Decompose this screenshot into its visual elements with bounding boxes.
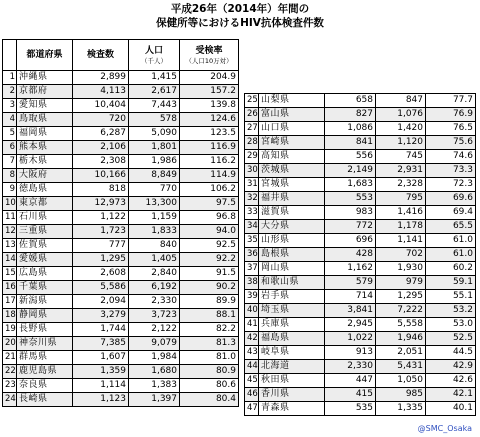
- rate-cell: 69.6: [426, 192, 476, 206]
- pref-cell: 東京都: [17, 197, 73, 211]
- tests-cell: 447: [325, 374, 376, 388]
- tests-cell: 1,114: [73, 379, 129, 393]
- table-row: [245, 150, 476, 164]
- table-row: [3, 267, 239, 281]
- rank-cell: 2: [3, 85, 17, 99]
- tests-cell: 2,608: [73, 267, 129, 281]
- tests-cell: 1,607: [73, 351, 129, 365]
- table-row: [245, 206, 476, 220]
- tests-cell: 579: [325, 276, 376, 290]
- pref-cell: 鹿児島県: [17, 365, 73, 379]
- rate-cell: 74.6: [426, 150, 476, 164]
- rate-cell: 157.2: [180, 85, 239, 99]
- rate-cell: 89.9: [180, 295, 239, 309]
- pref-cell: 福岡県: [17, 127, 73, 141]
- rate-cell: 114.9: [180, 169, 239, 183]
- rank-cell: 28: [245, 136, 259, 150]
- table-row: [245, 108, 476, 122]
- table-row: [3, 127, 239, 141]
- rank-cell: 17: [3, 295, 17, 309]
- table-row: [3, 323, 239, 337]
- tests-cell: 428: [325, 248, 376, 262]
- table-row: [245, 332, 476, 346]
- rate-cell: 61.0: [426, 234, 476, 248]
- table-row: [245, 192, 476, 206]
- tests-cell: 1,022: [325, 332, 376, 346]
- table-row: [245, 304, 476, 318]
- tests-cell: 10,166: [73, 169, 129, 183]
- pop-cell: 578: [129, 113, 180, 127]
- rank-cell: 7: [3, 155, 17, 169]
- table-row: [3, 155, 239, 169]
- pop-cell: 2,051: [376, 346, 426, 360]
- table-row: [245, 276, 476, 290]
- page-title: 平成26年（2014年）年間の: [170, 3, 310, 15]
- pref-cell: 富山県: [259, 108, 325, 122]
- pref-cell: 京都府: [17, 85, 73, 99]
- pref-cell: 新潟県: [17, 295, 73, 309]
- table-row: [245, 262, 476, 276]
- tests-cell: 1,295: [73, 253, 129, 267]
- rank-cell: 26: [245, 108, 259, 122]
- pop-cell: 1,295: [376, 290, 426, 304]
- rank-cell: 31: [245, 178, 259, 192]
- table-row: [245, 234, 476, 248]
- rate-header-main: 受検率: [195, 45, 223, 56]
- pop-header-sub: （千人）: [141, 56, 167, 65]
- pref-cell: 岩手県: [259, 290, 325, 304]
- pop-cell: 1,383: [129, 379, 180, 393]
- tests-cell: 12,973: [73, 197, 129, 211]
- tests-cell: 2,899: [73, 71, 129, 85]
- table-row: [3, 295, 239, 309]
- table-row: [245, 346, 476, 360]
- rank-cell: 21: [3, 351, 17, 365]
- rank-cell: 34: [245, 220, 259, 234]
- rank-cell: 16: [3, 281, 17, 295]
- rate-cell: 96.8: [180, 211, 239, 225]
- pop-cell: 770: [129, 183, 180, 197]
- pref-cell: 北海道: [259, 360, 325, 374]
- tests-cell: 818: [73, 183, 129, 197]
- pref-cell: 福井県: [259, 192, 325, 206]
- rank-cell: 33: [245, 206, 259, 220]
- pref-cell: 島根県: [259, 248, 325, 262]
- pop-cell: 13,300: [129, 197, 180, 211]
- rank-cell: 43: [245, 346, 259, 360]
- rate-cell: 61.0: [426, 248, 476, 262]
- pref-cell: 山形県: [259, 234, 325, 248]
- rank-cell: 4: [3, 113, 17, 127]
- pop-cell: 1,416: [376, 206, 426, 220]
- table-row: [3, 281, 239, 295]
- pop-cell: 6,192: [129, 281, 180, 295]
- pref-cell: 岡山県: [259, 262, 325, 276]
- rate-cell: 69.4: [426, 206, 476, 220]
- rank-cell: 42: [245, 332, 259, 346]
- pref-cell: 宮城県: [259, 178, 325, 192]
- rank-cell: 35: [245, 234, 259, 248]
- rank-cell: 8: [3, 169, 17, 183]
- right-data-table: [244, 93, 476, 416]
- rate-cell: 97.5: [180, 197, 239, 211]
- rank-cell: 11: [3, 211, 17, 225]
- rate-cell: 80.9: [180, 365, 239, 379]
- pref-cell: 静岡県: [17, 309, 73, 323]
- rate-cell: 53.0: [426, 318, 476, 332]
- rate-cell: 116.2: [180, 155, 239, 169]
- tests-cell: 2,330: [325, 360, 376, 374]
- rate-cell: 94.0: [180, 225, 239, 239]
- pop-cell: 5,090: [129, 127, 180, 141]
- table-row: [3, 113, 239, 127]
- pop-cell: 8,849: [129, 169, 180, 183]
- table-row: [245, 290, 476, 304]
- rank-cell: 23: [3, 379, 17, 393]
- rank-cell: 24: [3, 393, 17, 407]
- table-row: [3, 393, 239, 407]
- table-row: [3, 211, 239, 225]
- right-table-body: [245, 94, 476, 416]
- table-row: [245, 360, 476, 374]
- pop-cell: 1,159: [129, 211, 180, 225]
- table-row: [245, 164, 476, 178]
- left-table-body: [3, 71, 239, 407]
- tests-cell: 827: [325, 108, 376, 122]
- rank-cell: 14: [3, 253, 17, 267]
- tests-cell: 658: [325, 94, 376, 108]
- rank-cell: 46: [245, 388, 259, 402]
- tests-cell: 5,586: [73, 281, 129, 295]
- rate-cell: 40.1: [426, 402, 476, 416]
- pref-cell: 栃木県: [17, 155, 73, 169]
- rate-cell: 65.5: [426, 220, 476, 234]
- pref-cell: 埼玉県: [259, 304, 325, 318]
- pop-cell: 1,986: [129, 155, 180, 169]
- tests-cell: 553: [325, 192, 376, 206]
- tests-header: 検査数: [73, 40, 129, 71]
- pref-cell: 岐阜県: [259, 346, 325, 360]
- pop-cell: 1,335: [376, 402, 426, 416]
- pref-cell: 和歌山県: [259, 276, 325, 290]
- rate-cell: 60.2: [426, 262, 476, 276]
- pop-cell: 2,330: [129, 295, 180, 309]
- table-row: [245, 402, 476, 416]
- pop-cell: 847: [376, 94, 426, 108]
- pref-cell: 大阪府: [17, 169, 73, 183]
- page-subtitle: 保健所等におけるHIV抗体検査件数: [156, 17, 324, 29]
- tests-cell: 6,287: [73, 127, 129, 141]
- tests-cell: 2,308: [73, 155, 129, 169]
- rank-cell: 15: [3, 267, 17, 281]
- pref-cell: 熊本県: [17, 141, 73, 155]
- rank-cell: 27: [245, 122, 259, 136]
- tests-cell: 841: [325, 136, 376, 150]
- tests-cell: 1,122: [73, 211, 129, 225]
- pop-cell: 2,122: [129, 323, 180, 337]
- pref-cell: 茨城県: [259, 164, 325, 178]
- pop-cell: 1,120: [376, 136, 426, 150]
- tests-cell: 415: [325, 388, 376, 402]
- pref-cell: 福島県: [259, 332, 325, 346]
- pop-cell: 745: [376, 150, 426, 164]
- rate-cell: 124.6: [180, 113, 239, 127]
- footer-credit: @SMC_Osaka: [417, 424, 472, 433]
- pref-cell: 神奈川県: [17, 337, 73, 351]
- table-row: [245, 220, 476, 234]
- rank-cell: 19: [3, 323, 17, 337]
- table-row: [245, 122, 476, 136]
- pop-cell: 1,680: [129, 365, 180, 379]
- rate-header-sub: （人口10万対）: [185, 56, 233, 65]
- tests-cell: 913: [325, 346, 376, 360]
- tests-cell: 777: [73, 239, 129, 253]
- pop-cell: 1,141: [376, 234, 426, 248]
- pref-cell: 鳥取県: [17, 113, 73, 127]
- pop-cell: 1,930: [376, 262, 426, 276]
- pop-cell: 1,420: [376, 122, 426, 136]
- rate-cell: 55.1: [426, 290, 476, 304]
- tests-cell: 1,683: [325, 178, 376, 192]
- table-row: [3, 239, 239, 253]
- rank-cell: 29: [245, 150, 259, 164]
- pref-cell: 佐賀県: [17, 239, 73, 253]
- rank-cell: 9: [3, 183, 17, 197]
- rank-cell: 45: [245, 374, 259, 388]
- table-row: [3, 183, 239, 197]
- table-row: [245, 318, 476, 332]
- rate-cell: 81.3: [180, 337, 239, 351]
- rank-cell: 39: [245, 290, 259, 304]
- pop-cell: 1,946: [376, 332, 426, 346]
- pop-cell: 7,443: [129, 99, 180, 113]
- rate-cell: 80.4: [180, 393, 239, 407]
- pref-cell: 三重県: [17, 225, 73, 239]
- rate-cell: 90.2: [180, 281, 239, 295]
- rank-cell: 18: [3, 309, 17, 323]
- table-row: [245, 388, 476, 402]
- tests-cell: 1,162: [325, 262, 376, 276]
- rate-cell: 139.8: [180, 99, 239, 113]
- tests-cell: 535: [325, 402, 376, 416]
- table-row: [3, 351, 239, 365]
- rank-cell: 22: [3, 365, 17, 379]
- tests-cell: 1,723: [73, 225, 129, 239]
- pref-cell: 香川県: [259, 388, 325, 402]
- tests-cell: 1,744: [73, 323, 129, 337]
- table-row: [3, 169, 239, 183]
- pop-cell: 795: [376, 192, 426, 206]
- pop-header-main: 人口: [144, 45, 163, 56]
- tests-cell: 714: [325, 290, 376, 304]
- table-row: [3, 379, 239, 393]
- pop-cell: 2,931: [376, 164, 426, 178]
- tests-cell: 2,149: [325, 164, 376, 178]
- pref-cell: 石川県: [17, 211, 73, 225]
- rate-cell: 92.2: [180, 253, 239, 267]
- rate-cell: 77.7: [426, 94, 476, 108]
- table-row: [3, 85, 239, 99]
- pref-cell: 長野県: [17, 323, 73, 337]
- rank-cell: 5: [3, 127, 17, 141]
- table-header-row: [3, 40, 239, 71]
- pop-cell: 1,178: [376, 220, 426, 234]
- rate-cell: 92.5: [180, 239, 239, 253]
- rate-cell: 204.9: [180, 71, 239, 85]
- pref-cell: 山梨県: [259, 94, 325, 108]
- rate-cell: 42.9: [426, 360, 476, 374]
- rank-cell: 30: [245, 164, 259, 178]
- rate-cell: 73.3: [426, 164, 476, 178]
- table-row: [245, 136, 476, 150]
- pref-cell: 滋賀県: [259, 206, 325, 220]
- pop-cell: 1,833: [129, 225, 180, 239]
- table-row: [3, 71, 239, 85]
- pref-cell: 広島県: [17, 267, 73, 281]
- rate-cell: 75.6: [426, 136, 476, 150]
- tests-cell: 556: [325, 150, 376, 164]
- rate-cell: 81.0: [180, 351, 239, 365]
- rank-cell: 20: [3, 337, 17, 351]
- table-row: [3, 197, 239, 211]
- rate-cell: 82.2: [180, 323, 239, 337]
- rate-cell: 44.5: [426, 346, 476, 360]
- table-row: [3, 99, 239, 113]
- rank-cell: 47: [245, 402, 259, 416]
- rate-cell: 76.9: [426, 108, 476, 122]
- tests-cell: 3,279: [73, 309, 129, 323]
- pop-cell: 5,431: [376, 360, 426, 374]
- pop-cell: 1,415: [129, 71, 180, 85]
- pref-cell: 宮崎県: [259, 136, 325, 150]
- table-row: [3, 225, 239, 239]
- pop-cell: 5,558: [376, 318, 426, 332]
- pop-cell: 7,222: [376, 304, 426, 318]
- pref-cell: 青森県: [259, 402, 325, 416]
- rank-cell: 12: [3, 225, 17, 239]
- tests-cell: 4,113: [73, 85, 129, 99]
- rank-cell: 3: [3, 99, 17, 113]
- tests-cell: 720: [73, 113, 129, 127]
- pref-cell: 長崎県: [17, 393, 73, 407]
- table-row: [245, 178, 476, 192]
- rate-cell: 88.1: [180, 309, 239, 323]
- rate-cell: 106.2: [180, 183, 239, 197]
- rate-cell: 52.5: [426, 332, 476, 346]
- rank-cell: 41: [245, 318, 259, 332]
- table-row: [3, 365, 239, 379]
- pop-cell: 2,617: [129, 85, 180, 99]
- tests-cell: 7,385: [73, 337, 129, 351]
- rate-cell: 53.2: [426, 304, 476, 318]
- table-row: [245, 248, 476, 262]
- tests-cell: 2,094: [73, 295, 129, 309]
- pref-cell: 沖縄県: [17, 71, 73, 85]
- pref-cell: 奈良県: [17, 379, 73, 393]
- pop-cell: 702: [376, 248, 426, 262]
- table-row: [3, 337, 239, 351]
- tests-cell: 983: [325, 206, 376, 220]
- rate-cell: 116.9: [180, 141, 239, 155]
- rank-cell: 1: [3, 71, 17, 85]
- pref-cell: 愛知県: [17, 99, 73, 113]
- rate-cell: 72.3: [426, 178, 476, 192]
- pref-cell: 徳島県: [17, 183, 73, 197]
- pref-cell: 秋田県: [259, 374, 325, 388]
- rank-cell: 40: [245, 304, 259, 318]
- rate-cell: 76.5: [426, 122, 476, 136]
- rank-cell: 37: [245, 262, 259, 276]
- rate-cell: 91.5: [180, 267, 239, 281]
- rank-cell: 10: [3, 197, 17, 211]
- pop-cell: 1,397: [129, 393, 180, 407]
- tests-cell: 3,841: [325, 304, 376, 318]
- pop-cell: 1,801: [129, 141, 180, 155]
- table-row: [3, 309, 239, 323]
- rank-cell: 25: [245, 94, 259, 108]
- rate-header: [180, 40, 239, 71]
- pop-cell: 1,050: [376, 374, 426, 388]
- tests-cell: 10,404: [73, 99, 129, 113]
- rate-cell: 42.1: [426, 388, 476, 402]
- tests-cell: 2,945: [325, 318, 376, 332]
- table-row: [3, 141, 239, 155]
- pop-cell: 2,840: [129, 267, 180, 281]
- tests-cell: 1,359: [73, 365, 129, 379]
- pop-cell: 1,984: [129, 351, 180, 365]
- rate-cell: 59.1: [426, 276, 476, 290]
- pref-cell: 山口県: [259, 122, 325, 136]
- tests-cell: 1,086: [325, 122, 376, 136]
- pop-cell: 2,328: [376, 178, 426, 192]
- rank-cell: 6: [3, 141, 17, 155]
- tests-cell: 1,123: [73, 393, 129, 407]
- tests-cell: 696: [325, 234, 376, 248]
- pref-cell: 兵庫県: [259, 318, 325, 332]
- pop-cell: 985: [376, 388, 426, 402]
- rank-cell: 36: [245, 248, 259, 262]
- pop-cell: 1,405: [129, 253, 180, 267]
- rank-cell: 44: [245, 360, 259, 374]
- pop-cell: 979: [376, 276, 426, 290]
- tests-cell: 2,106: [73, 141, 129, 155]
- rate-cell: 42.6: [426, 374, 476, 388]
- table-row: [245, 94, 476, 108]
- table-row: [3, 253, 239, 267]
- rank-cell: 32: [245, 192, 259, 206]
- pref-cell: 千葉県: [17, 281, 73, 295]
- pref-cell: 愛媛県: [17, 253, 73, 267]
- pop-cell: 3,723: [129, 309, 180, 323]
- pref-cell: 群馬県: [17, 351, 73, 365]
- rank-cell: 13: [3, 239, 17, 253]
- pop-cell: 840: [129, 239, 180, 253]
- pop-cell: 9,079: [129, 337, 180, 351]
- pop-header: [129, 40, 180, 71]
- pop-cell: 1,076: [376, 108, 426, 122]
- rank-cell: 38: [245, 276, 259, 290]
- tests-cell: 772: [325, 220, 376, 234]
- rank-header: [3, 40, 17, 71]
- rate-cell: 80.6: [180, 379, 239, 393]
- pref-cell: 高知県: [259, 150, 325, 164]
- left-data-table: [2, 39, 239, 407]
- table-row: [245, 374, 476, 388]
- rate-cell: 123.5: [180, 127, 239, 141]
- pref-cell: 大分県: [259, 220, 325, 234]
- pref-header: 都道府県: [17, 40, 73, 71]
